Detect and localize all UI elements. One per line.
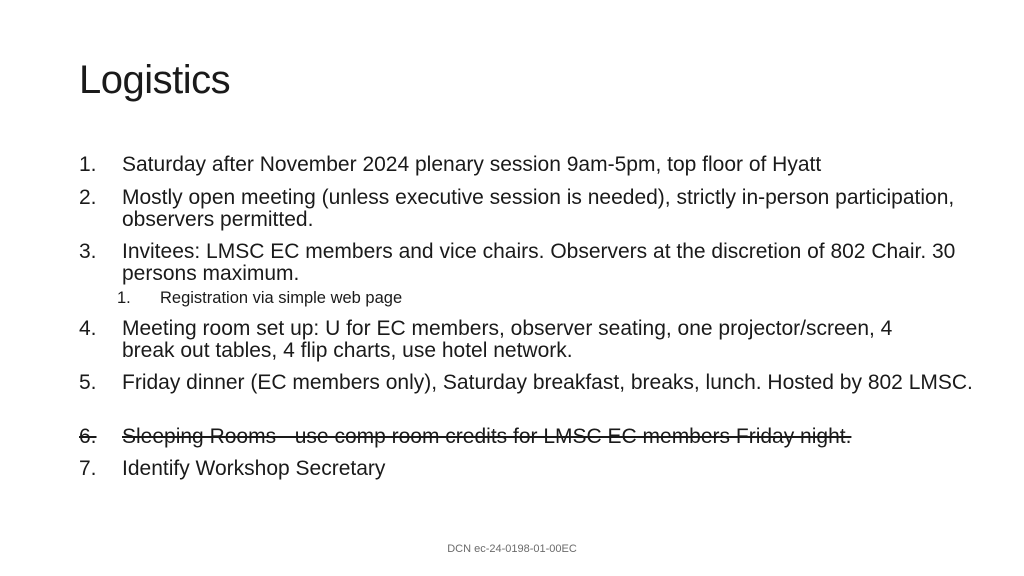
item-text: Saturday after November 2024 plenary session 9am-5pm, top floor of Hyatt xyxy=(122,153,822,176)
item-text: Identify Workshop Secretary xyxy=(122,457,386,480)
item-number: 7. xyxy=(79,457,97,480)
item-text: Sleeping Rooms - use comp room credits for LMSC EC members Friday night. xyxy=(122,425,852,448)
footer-dcn: DCN ec-24-0198-01-00EC xyxy=(447,543,577,555)
slide-title: Logistics xyxy=(79,58,231,102)
item-text: Mostly open meeting (unless executive session is needed), strictly in-person participation, observers permitted. xyxy=(122,186,955,231)
item-number: 1. xyxy=(117,289,131,307)
item-number: 4. xyxy=(79,317,97,340)
item-text: Friday dinner (EC members only), Saturday breakfast, breaks, lunch. Hosted by 802 LMSC. xyxy=(122,371,973,394)
item-number: 6. xyxy=(79,425,97,448)
item-text: Registration via simple web page xyxy=(160,289,403,307)
item-number: 2. xyxy=(79,186,97,209)
item-number: 1. xyxy=(79,153,97,176)
item-number: 5. xyxy=(79,371,97,394)
item-text: Meeting room set up: U for EC members, observer seating, one projector/screen, 4 break out tables, 4 flip charts, use hotel network. xyxy=(122,317,893,362)
item-number: 3. xyxy=(79,240,97,263)
item-text: Invitees: LMSC EC members and vice chairs. Observers at the discretion of 802 Chair. 30 persons maximum. xyxy=(122,240,956,285)
